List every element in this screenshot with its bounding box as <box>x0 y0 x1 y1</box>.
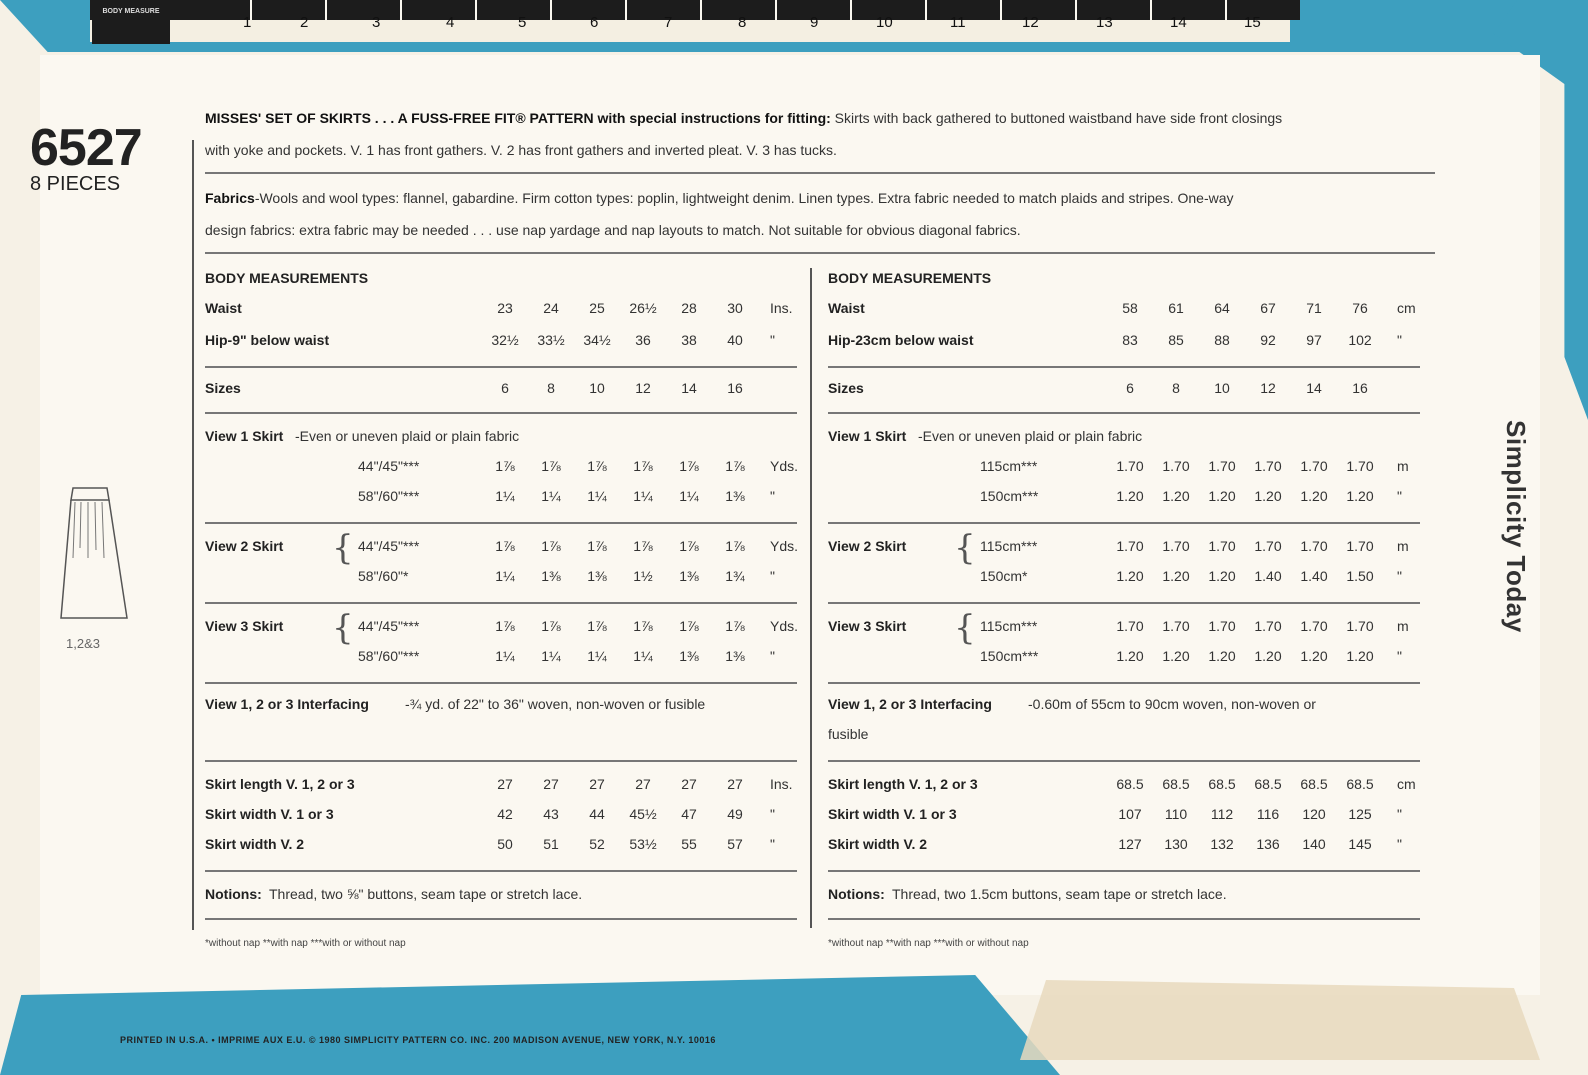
value-cell: 1⅞ <box>679 458 699 474</box>
value-cell: 53½ <box>629 836 657 852</box>
value-cell: 30 <box>727 300 743 316</box>
body-measurements-header: BODY MEASUREMENTS <box>828 270 992 286</box>
value-cell: 1.70 <box>1300 618 1328 634</box>
view2-label: View 2 Skirt <box>205 538 284 554</box>
value-cell: 1⅜ <box>541 568 561 584</box>
value-cell: 1⅞ <box>495 458 515 474</box>
value-cell: 14 <box>681 380 697 396</box>
value-cell: 1⅞ <box>495 538 515 554</box>
fabrics-label: Fabrics <box>205 190 255 206</box>
table-divider <box>828 366 1420 368</box>
value-cell: 68.5 <box>1116 776 1144 792</box>
view3-label: View 3 Skirt <box>205 618 284 634</box>
value-cell: 36 <box>635 332 651 348</box>
value-cell: 16 <box>1352 380 1368 396</box>
table-divider <box>205 918 797 920</box>
value-cell: 1¼ <box>587 488 607 504</box>
value-cell: 1¾ <box>725 568 745 584</box>
value-cell: 1¼ <box>633 648 653 664</box>
unit-label: " <box>1397 648 1402 664</box>
view1-desc: -Even or uneven plaid or plain fabric <box>295 428 520 444</box>
description-text: Skirts with back gathered to buttoned waistband have side front closings <box>830 110 1283 126</box>
printed-credit: PRINTED IN U.S.A. • IMPRIME AUX E.U. © 1980 SIMPLICITY PATTERN CO. INC. 200 MADISON AVENUE, NEW YORK, N.Y. 10016 <box>120 1035 716 1045</box>
unit-label: Ins. <box>770 776 793 792</box>
view1-label: View 1 Skirt <box>205 428 284 444</box>
bottom-stain <box>1020 980 1540 1060</box>
row-label: Skirt width V. 1 or 3 <box>205 806 334 822</box>
value-cell: 1⅞ <box>725 618 745 634</box>
table-divider <box>828 602 1420 604</box>
body-measurements-header: BODY MEASUREMENTS <box>205 270 369 286</box>
value-cell: 10 <box>589 380 605 396</box>
fabric-width: 58"/60"*** <box>358 648 420 664</box>
value-cell: 1.70 <box>1300 458 1328 474</box>
table-divider <box>828 870 1420 872</box>
unit-label: Yds. <box>770 458 799 474</box>
value-cell: 1⅞ <box>541 458 561 474</box>
value-cell: 1.20 <box>1208 488 1236 504</box>
pieces-count: 8 PIECES <box>30 173 121 195</box>
value-cell: 1.40 <box>1300 568 1328 584</box>
value-cell: 1½ <box>633 568 653 584</box>
value-cell: 45½ <box>629 806 657 822</box>
value-cell: 33½ <box>537 332 565 348</box>
unit-label: m <box>1397 538 1409 554</box>
value-cell: 1⅞ <box>725 458 745 474</box>
value-cell: 1.20 <box>1208 568 1236 584</box>
fabric-width: 58"/60"*** <box>358 488 420 504</box>
row-label: Waist <box>828 300 865 316</box>
divider <box>205 172 1435 174</box>
value-cell: 42 <box>497 806 513 822</box>
value-cell: 1⅜ <box>725 648 745 664</box>
value-cell: 1.20 <box>1162 648 1190 664</box>
unit-label: " <box>770 836 775 852</box>
value-cell: 38 <box>681 332 697 348</box>
fabric-width: 150cm*** <box>980 488 1039 504</box>
value-cell: 132 <box>1210 836 1234 852</box>
value-cell: 1¼ <box>633 488 653 504</box>
interfacing-desc2: fusible <box>828 726 869 742</box>
value-cell: 1¼ <box>587 648 607 664</box>
value-cell: 47 <box>681 806 697 822</box>
table-divider <box>205 366 797 368</box>
value-cell: 8 <box>547 380 555 396</box>
fabric-width: 44"/45"*** <box>358 538 420 554</box>
interfacing-label: View 1, 2 or 3 Interfacing <box>828 696 992 712</box>
value-cell: 1.20 <box>1116 568 1144 584</box>
value-cell: 14 <box>1306 380 1322 396</box>
value-cell: 1⅞ <box>633 538 653 554</box>
value-cell: 51 <box>543 836 559 852</box>
value-cell: 6 <box>1126 380 1134 396</box>
unit-label: cm <box>1397 300 1416 316</box>
value-cell: 83 <box>1122 332 1138 348</box>
value-cell: 1.70 <box>1116 538 1144 554</box>
unit-label: Yds. <box>770 538 799 554</box>
value-cell: 1.20 <box>1162 568 1190 584</box>
row-label: Skirt width V. 2 <box>205 836 305 852</box>
value-cell: 27 <box>635 776 651 792</box>
value-cell: 1.70 <box>1162 458 1190 474</box>
description <box>205 102 1445 166</box>
value-cell: 1⅞ <box>541 618 561 634</box>
value-cell: 43 <box>543 806 559 822</box>
value-cell: 16 <box>727 380 743 396</box>
row-label: Skirt width V. 1 or 3 <box>828 806 957 822</box>
value-cell: 127 <box>1118 836 1142 852</box>
ruler-number: 6 <box>590 14 599 31</box>
table-divider <box>828 682 1420 684</box>
value-cell: 25 <box>589 300 605 316</box>
value-cell: 140 <box>1302 836 1326 852</box>
fabric-width: 44"/45"*** <box>358 618 420 634</box>
value-cell: 1⅜ <box>679 648 699 664</box>
value-cell: 1⅞ <box>725 538 745 554</box>
value-cell: 27 <box>727 776 743 792</box>
ruler-number: 14 <box>1170 14 1187 31</box>
fabric-width: 150cm*** <box>980 648 1039 664</box>
value-cell: 24 <box>543 300 559 316</box>
value-cell: 1.70 <box>1346 458 1374 474</box>
value-cell: 1⅜ <box>587 568 607 584</box>
value-cell: 10 <box>1214 380 1230 396</box>
unit-label: " <box>1397 332 1402 348</box>
value-cell: 71 <box>1306 300 1322 316</box>
view1-label: View 1 Skirt <box>828 428 907 444</box>
value-cell: 1.20 <box>1162 488 1190 504</box>
unit-label: Ins. <box>770 300 793 316</box>
value-cell: 8 <box>1172 380 1180 396</box>
table-divider <box>205 760 797 762</box>
ruler-number: 13 <box>1096 14 1113 31</box>
value-cell: 1¼ <box>541 648 561 664</box>
ruler <box>90 0 1300 20</box>
ruler-number: 7 <box>664 14 673 31</box>
ruler-number: 4 <box>446 14 455 31</box>
divider <box>205 252 1435 254</box>
value-cell: 1⅞ <box>587 458 607 474</box>
notions-label: Notions: <box>828 886 885 902</box>
value-cell: 27 <box>543 776 559 792</box>
unit-label: " <box>770 488 775 504</box>
row-label: Skirt width V. 2 <box>828 836 928 852</box>
value-cell: 27 <box>497 776 513 792</box>
ruler-number: 15 <box>1244 14 1261 31</box>
unit-label: " <box>770 806 775 822</box>
value-cell: 55 <box>681 836 697 852</box>
main-divider <box>192 140 194 930</box>
ruler-number: 8 <box>738 14 747 31</box>
skirt-illustration <box>55 478 135 628</box>
value-cell: 12 <box>635 380 651 396</box>
value-cell: 68.5 <box>1346 776 1374 792</box>
unit-label: m <box>1397 458 1409 474</box>
value-cell: 110 <box>1164 806 1188 822</box>
unit-label: " <box>770 648 775 664</box>
value-cell: 1⅞ <box>495 618 515 634</box>
unit-label: m <box>1397 618 1409 634</box>
value-cell: 1¼ <box>495 648 515 664</box>
value-cell: 1.70 <box>1208 618 1236 634</box>
table-divider <box>828 522 1420 524</box>
description-line2: with yoke and pockets. V. 1 has front gathers. V. 2 has front gathers and inverted pleat. V. 3 has tucks. <box>205 142 837 158</box>
value-cell: 136 <box>1256 836 1280 852</box>
fabric-width: 150cm* <box>980 568 1028 584</box>
fabrics <box>205 182 1445 246</box>
value-cell: 68.5 <box>1254 776 1282 792</box>
value-cell: 1¼ <box>541 488 561 504</box>
value-cell: 145 <box>1348 836 1372 852</box>
value-cell: 27 <box>589 776 605 792</box>
table-divider <box>205 682 797 684</box>
ruler-number: 12 <box>1022 14 1039 31</box>
value-cell: 49 <box>727 806 743 822</box>
unit-label: Yds. <box>770 618 799 634</box>
table-divider <box>205 522 797 524</box>
value-cell: 52 <box>589 836 605 852</box>
row-label: Sizes <box>828 380 864 396</box>
value-cell: 1.70 <box>1300 538 1328 554</box>
value-cell: 12 <box>1260 380 1276 396</box>
footnote: *without nap **with nap ***with or without nap <box>205 938 406 949</box>
interfacing-label: View 1, 2 or 3 Interfacing <box>205 696 369 712</box>
value-cell: 1.70 <box>1162 538 1190 554</box>
value-cell: 107 <box>1118 806 1142 822</box>
brace: { <box>332 528 354 568</box>
row-label: Sizes <box>205 380 241 396</box>
notions-text: Thread, two ⅝" buttons, seam tape or stretch lace. <box>269 886 583 902</box>
value-cell: 50 <box>497 836 513 852</box>
value-cell: 1¼ <box>495 568 515 584</box>
fabrics-line2: design fabrics: extra fabric may be needed . . . use nap yardage and nap layouts to match. Not suitable for obvious diagonal fabrics. <box>205 222 1021 238</box>
interfacing-desc: -0.60m of 55cm to 90cm woven, non-woven or <box>1028 696 1316 712</box>
unit-label: " <box>770 568 775 584</box>
value-cell: 76 <box>1352 300 1368 316</box>
value-cell: 40 <box>727 332 743 348</box>
value-cell: 1.70 <box>1346 618 1374 634</box>
value-cell: 97 <box>1306 332 1322 348</box>
value-cell: 26½ <box>629 300 657 316</box>
fabric-width: 115cm*** <box>980 538 1038 554</box>
ruler-number: 2 <box>300 14 309 31</box>
fabric-width: 115cm*** <box>980 618 1038 634</box>
value-cell: 1¼ <box>679 488 699 504</box>
value-cell: 58 <box>1122 300 1138 316</box>
value-cell: 68.5 <box>1162 776 1190 792</box>
column-divider <box>810 268 812 928</box>
table-divider <box>828 918 1420 920</box>
value-cell: 32½ <box>491 332 519 348</box>
value-cell: 1.20 <box>1254 648 1282 664</box>
value-cell: 1.40 <box>1254 568 1282 584</box>
value-cell: 1.20 <box>1300 488 1328 504</box>
value-cell: 1.70 <box>1116 458 1144 474</box>
unit-label: " <box>770 332 775 348</box>
interfacing-desc: -¾ yd. of 22" to 36" woven, non-woven or fusible <box>405 696 706 712</box>
row-label: Hip-9" below waist <box>205 332 330 348</box>
value-cell: 1.20 <box>1346 488 1374 504</box>
views-label: 1,2&3 <box>66 636 100 651</box>
value-cell: 1.70 <box>1208 458 1236 474</box>
fabric-width: 115cm*** <box>980 458 1038 474</box>
value-cell: 125 <box>1348 806 1372 822</box>
unit-label: cm <box>1397 776 1416 792</box>
table-divider <box>205 870 797 872</box>
value-cell: 1.70 <box>1208 538 1236 554</box>
ruler-number: 3 <box>372 14 381 31</box>
ruler-label: BODY MEASURE <box>92 2 170 44</box>
row-label: Hip-23cm below waist <box>828 332 974 348</box>
value-cell: 1.70 <box>1254 458 1282 474</box>
brace: { <box>332 608 354 648</box>
value-cell: 61 <box>1168 300 1184 316</box>
ruler-number: 5 <box>518 14 527 31</box>
value-cell: 85 <box>1168 332 1184 348</box>
value-cell: 92 <box>1260 332 1276 348</box>
view1-desc: -Even or uneven plaid or plain fabric <box>918 428 1143 444</box>
value-cell: 1.70 <box>1116 618 1144 634</box>
row-label: Waist <box>205 300 242 316</box>
value-cell: 23 <box>497 300 513 316</box>
ruler-number: 1 <box>243 14 252 31</box>
value-cell: 116 <box>1256 806 1280 822</box>
value-cell: 68.5 <box>1208 776 1236 792</box>
value-cell: 34½ <box>583 332 611 348</box>
value-cell: 1.50 <box>1346 568 1374 584</box>
table-divider <box>205 412 797 414</box>
value-cell: 1.20 <box>1208 648 1236 664</box>
value-cell: 44 <box>589 806 605 822</box>
unit-label: " <box>1397 568 1402 584</box>
value-cell: 130 <box>1164 836 1188 852</box>
value-cell: 1⅞ <box>679 618 699 634</box>
value-cell: 1⅞ <box>541 538 561 554</box>
view2-label: View 2 Skirt <box>828 538 907 554</box>
value-cell: 1⅜ <box>679 568 699 584</box>
brace: { <box>954 528 976 568</box>
notions-label: Notions: <box>205 886 262 902</box>
unit-label: " <box>1397 836 1402 852</box>
value-cell: 88 <box>1214 332 1230 348</box>
value-cell: 1⅜ <box>725 488 745 504</box>
value-cell: 1⅞ <box>587 618 607 634</box>
value-cell: 1.20 <box>1300 648 1328 664</box>
unit-label: " <box>1397 488 1402 504</box>
notions-text: Thread, two 1.5cm buttons, seam tape or stretch lace. <box>892 886 1227 902</box>
value-cell: 1.70 <box>1162 618 1190 634</box>
value-cell: 1.20 <box>1346 648 1374 664</box>
value-cell: 1⅞ <box>587 538 607 554</box>
value-cell: 1.20 <box>1254 488 1282 504</box>
ruler-number: 9 <box>810 14 819 31</box>
value-cell: 64 <box>1214 300 1230 316</box>
value-cell: 1⅞ <box>679 538 699 554</box>
row-label: Skirt length V. 1, 2 or 3 <box>205 776 355 792</box>
value-cell: 27 <box>681 776 697 792</box>
value-cell: 1⅞ <box>633 618 653 634</box>
value-cell: 1¼ <box>495 488 515 504</box>
brand-name: Simplicity Today <box>1501 420 1531 633</box>
value-cell: 1.20 <box>1116 488 1144 504</box>
row-label: Skirt length V. 1, 2 or 3 <box>828 776 978 792</box>
brace: { <box>954 608 976 648</box>
value-cell: 68.5 <box>1300 776 1328 792</box>
fabric-width: 44"/45"*** <box>358 458 420 474</box>
fabrics-line1: -Wools and wool types: flannel, gabardine. Firm cotton types: poplin, lightweight denim. Linen types. Extra fabric needed to match plaids and stripes. One-way <box>254 190 1234 206</box>
view3-label: View 3 Skirt <box>828 618 907 634</box>
fabric-width: 58"/60"* <box>358 568 409 584</box>
value-cell: 1.70 <box>1254 618 1282 634</box>
pattern-number: 6527 <box>30 119 142 177</box>
table-divider <box>828 412 1420 414</box>
value-cell: 102 <box>1348 332 1372 348</box>
value-cell: 28 <box>681 300 697 316</box>
unit-label: " <box>1397 806 1402 822</box>
value-cell: 1.70 <box>1346 538 1374 554</box>
value-cell: 112 <box>1210 806 1234 822</box>
value-cell: 1.70 <box>1254 538 1282 554</box>
value-cell: 57 <box>727 836 743 852</box>
ruler-number: 11 <box>950 14 966 31</box>
value-cell: 6 <box>501 380 509 396</box>
description-title: MISSES' SET OF SKIRTS . . . A FUSS-FREE FIT® PATTERN with special instructions for fitting: <box>205 110 831 126</box>
value-cell: 1.20 <box>1116 648 1144 664</box>
ruler-number: 10 <box>876 14 893 31</box>
value-cell: 1⅞ <box>633 458 653 474</box>
value-cell: 120 <box>1302 806 1326 822</box>
footnote: *without nap **with nap ***with or without nap <box>828 938 1029 949</box>
table-divider <box>205 602 797 604</box>
table-divider <box>828 760 1420 762</box>
value-cell: 67 <box>1260 300 1276 316</box>
